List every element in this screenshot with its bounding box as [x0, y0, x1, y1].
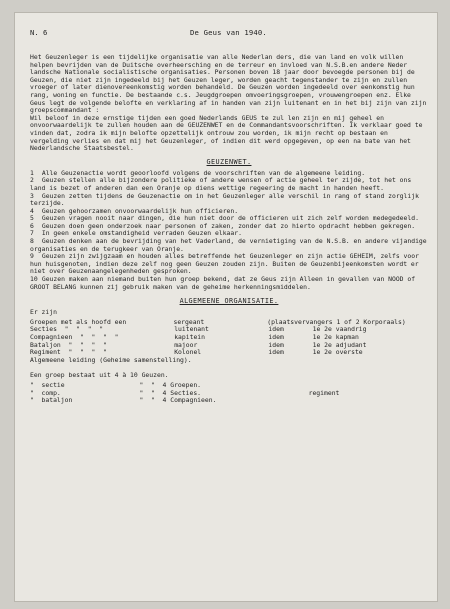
org-rank: 1e 2e vaandrig [312, 325, 367, 334]
rule-text: Geuzen zijn zwijgzaam en houden alles betreffende het Geuzenleger en zijn actie GEHEIM, zelfs voor hun huisgenoten, indien deze zelf nog geen Geuzen zouden zijn. Buiten de Geuzenbijeenkomsten wordt er niet over Geuzenaangelegenheden gesproken. [30, 252, 419, 276]
rule-text: Geuzen denken aan de bevrijding van het Vaderland, de vernietiging van de N.S.B. en andere vijandige organisaties en de terugkeer van Oranje. [30, 237, 427, 253]
group-row [30, 390, 428, 398]
group-unit: " bataljon [30, 396, 73, 405]
rule-item [30, 193, 428, 208]
rule-number: 9 [30, 252, 34, 261]
rule-text: Geuzen gehoorzamen onvoorwaardelijk hun officieren. [41, 206, 239, 215]
rule-number: 1 [30, 168, 34, 177]
org-deputy: idem [268, 340, 284, 349]
org-leader: majoor [174, 340, 198, 349]
org-deputy: idem [268, 333, 284, 341]
rule-number: 3 [30, 191, 34, 200]
org-leader: sergeant [173, 317, 205, 326]
document-body [30, 54, 428, 405]
group-composition [30, 372, 428, 404]
group-row [30, 382, 428, 390]
rules-list [30, 170, 428, 292]
rule-item [30, 177, 428, 192]
document-page [14, 12, 438, 602]
org-leader: kapitein [174, 333, 205, 341]
org-unit: Secties " " " " [30, 325, 104, 334]
document-title: De Geus van 1940. [190, 28, 267, 37]
rule-number: 5 [30, 214, 34, 223]
org-leader: luitenant [174, 325, 209, 334]
rule-number: 6 [30, 221, 34, 230]
rule-number: 7 [30, 229, 34, 238]
group-intro: Een groep bestaat uit 4 à 10 Geuzen. [30, 371, 169, 380]
group-composition-text: " " 4 Compagnieen. [139, 396, 217, 405]
rule-text: Geuzen stellen alle bijzondere politieke of andere wensen of actie geheel ter zijde, tot het ons land is bezet of anderen dan een Oranje op diens wettige regeering de macht in handen heeft. [30, 176, 412, 192]
group-composition-text: " " 4 Secties. [139, 388, 202, 397]
rule-number: 10 [30, 275, 38, 284]
organisation-intro: Er zijn [30, 308, 57, 317]
rule-text: Geuzen vragen nooit naar dingen, die hun niet door de officieren uit zich zelf worden medegedeeld. [41, 214, 419, 223]
intro-paragraph: Het Geuzenleger is een tijdelijke organisatie van alle Nederlan ders, die van land en volk willen helpen bevrijden van de Duitsche overheersching en de terreur en invloed van N.S.B.en andere Neder landsche Nationale socialistische organisaties. Personen boven 18 jaar door bevoegde personen bij de Geuzen, die niet zijn ingedeeld bij het Geuzen leger, worden geacht tegenstander te zijn en zullen vroeger of later dienovereenkomstig worden behandeld. De Geuzen worden ingedeeld over eenkomstig hun rang, woning en functie. De bestaande c.s. Jeugdgroepen omvoeringsgroepen, vrouwengroepen enz. Elke Geus legt de volgende belofte en verklaring af in handen van zijn luitenant en in het bij zijn van zijn groepscommandant : Wil beloof in deze ernstige tijden een goed Nederlands GEUS te zul len zijn en mij geheel en onvoorwaardelijk te zullen houden aan de GEUZENWET en de Commandantsvoorschriften. Ik verklaar goed te vinden dat, zodra ik mijn belofte opzettelijk ontrouw zou worden, ik mijn recht op bestaan en vergelding verlies en dat mij het Geuzenleger, of indien dit werd opgegeven, op een na bate van het Nederlandsche Staatsbestel. [30, 53, 427, 153]
rule-item [30, 276, 428, 291]
org-unit: Bataljon " " " " [30, 340, 107, 349]
org-rank: 1e 2e overste [312, 348, 363, 357]
organisation-heading: ALGEMEENE ORGANISATIE. [179, 297, 279, 306]
geuzenwet-heading: GEUZENWET. [206, 157, 252, 166]
rule-item [30, 238, 428, 253]
org-unit: Regiment " " " " [30, 348, 107, 357]
org-leader: Kolonel [174, 348, 202, 357]
group-extra [309, 397, 428, 405]
rule-item [30, 253, 428, 276]
group-unit: " sectie [30, 380, 65, 389]
rule-text: Geuzen zetten tijdens de Geuzenactie om in het Geuzenleger alle verschil in rang of stand zorglijk terzijde. [30, 191, 419, 208]
org-unit: Groepen met als hoofd een [30, 317, 127, 326]
rule-text: Alle Geuzenactie wordt geoorloofd volgens de voorschriften van de algemeene leiding. [41, 168, 366, 177]
org-rank: 1e 2e adjudant [312, 340, 367, 349]
organisation-leadership: Algemeene leiding (Geheime samenstelling). [30, 355, 192, 364]
org-deputy: (plaatsvervangers 1 of 2 Korporaals) [267, 317, 406, 326]
org-unit: Compagnieen " " " " [30, 333, 119, 341]
page-header [30, 28, 422, 40]
rule-text: In geen enkele omstandigheid verraden Geuzen elkaar. [41, 229, 242, 238]
rule-number: 8 [30, 237, 34, 246]
page-number: N. 6 [30, 28, 48, 37]
org-deputy: idem [268, 348, 284, 357]
rule-number: 2 [30, 176, 34, 185]
group-unit: " comp. [30, 388, 61, 397]
rule-text: Geuzen doen geen onderzoek naar personen of zaken, zonder dat zo hierto opdracht hebben gekregen. [41, 221, 416, 230]
org-rank: 1e 2e kapman [312, 333, 359, 341]
org-deputy: idem [268, 325, 284, 334]
group-extra: regiment [308, 388, 340, 397]
rule-number: 4 [30, 206, 34, 215]
rule-text: Geuzen maken aan niemand buiten hun groep bekend, dat ze Geus zijn Alleen in gevallen van NOOD of GROOT BELANG kunnen zij gebruik maken van de geheime herkenningsmiddelen. [30, 275, 416, 291]
group-row [30, 397, 428, 405]
group-composition-text: " " 4 Groepen. [139, 380, 202, 389]
